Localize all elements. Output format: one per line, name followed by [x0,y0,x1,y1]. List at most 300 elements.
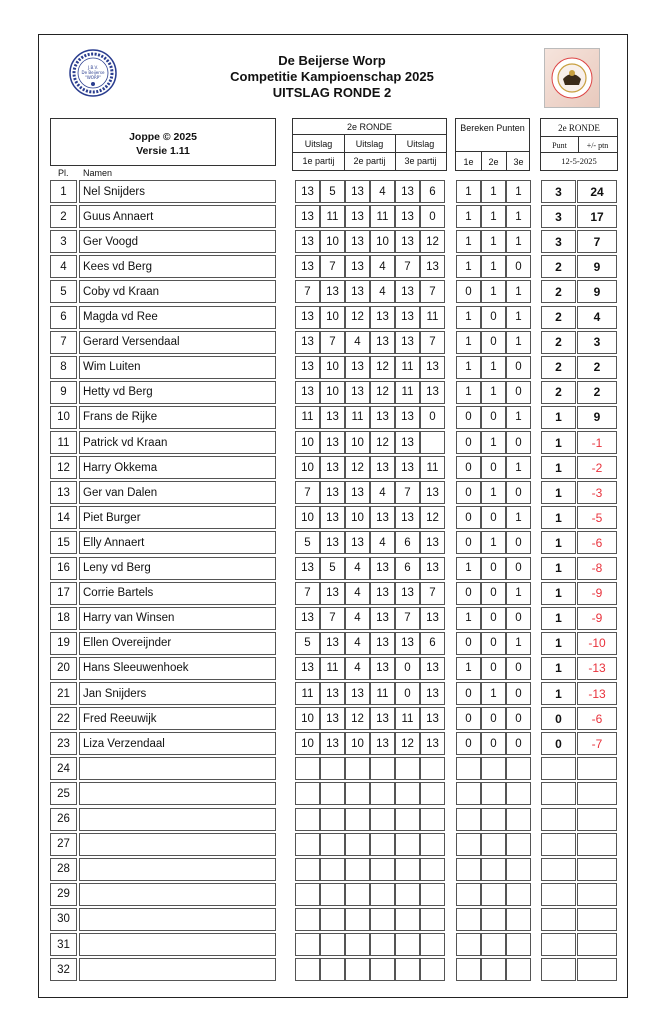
calc-cell [481,858,506,881]
player-name: Kees vd Berg [79,255,276,278]
score-cell: 13 [370,607,395,630]
player-name: Jan Snijders [79,682,276,705]
player-name: Guus Annaert [79,205,276,228]
calc-cell [456,958,481,981]
calc-cell [481,908,506,931]
calc-cell: 1 [506,582,531,605]
score-cell [420,431,445,454]
calc-cell: 0 [506,481,531,504]
ptn-cell: -8 [577,557,617,580]
calc-cell [481,833,506,856]
score-cell [370,808,395,831]
row-number: 13 [50,481,77,504]
punt-cell [541,833,576,856]
score-cell: 13 [320,531,345,554]
player-name: Hetty vd Berg [79,381,276,404]
svg-text:De Beijerse: De Beijerse [81,70,105,75]
row-number: 12 [50,456,77,479]
score-cell [420,782,445,805]
score-cell [370,782,395,805]
punt-label: Punt [552,141,567,150]
calc-cell: 1 [481,280,506,303]
row-number: 1 [50,180,77,203]
row-number: 10 [50,406,77,429]
punt-cell [541,883,576,906]
row-number: 26 [50,808,77,831]
score-cell [370,858,395,881]
score-cell: 13 [370,732,395,755]
score-cell [320,933,345,956]
player-name: Patrick vd Kraan [79,431,276,454]
calc-cell [506,808,531,831]
player-name: Leny vd Berg [79,557,276,580]
score-cell: 4 [345,632,370,655]
score-cell: 5 [295,632,320,655]
score-cell: 11 [420,456,445,479]
row-number: 8 [50,356,77,379]
row-number: 32 [50,958,77,981]
score-cell: 10 [295,506,320,529]
score-cell: 5 [295,531,320,554]
row-number: 31 [50,933,77,956]
score-cell: 7 [320,331,345,354]
calc-cell: 1 [506,205,531,228]
score-cell [295,808,320,831]
player-name [79,808,276,831]
player-name: Harry van Winsen [79,607,276,630]
score-cell: 13 [395,180,420,203]
score-cell [395,782,420,805]
club-title: De Beijerse Worp [278,53,386,68]
score-cell [420,757,445,780]
punt-cell [541,933,576,956]
namen-header: Namen [83,168,113,178]
ptn-cell: -6 [577,531,617,554]
result-header-box [540,118,618,171]
calc-cell [456,833,481,856]
score-cell [370,958,395,981]
row-number: 29 [50,883,77,906]
partij-label-1: 1e partij [302,156,335,166]
calc-cell: 0 [506,431,531,454]
ptn-cell: 4 [577,306,617,329]
score-cell: 0 [420,406,445,429]
score-cell: 10 [295,456,320,479]
score-cell: 11 [395,356,420,379]
calc-cell: 0 [456,582,481,605]
score-cell [345,757,370,780]
row-number: 16 [50,557,77,580]
punt-cell: 1 [541,406,576,429]
player-name: Nel Snijders [79,180,276,203]
row-number: 20 [50,657,77,680]
row-number: 28 [50,858,77,881]
score-cell [420,833,445,856]
score-cell: 13 [320,506,345,529]
score-cell: 13 [370,306,395,329]
score-cell: 4 [370,531,395,554]
player-name [79,833,276,856]
punt-cell: 2 [541,306,576,329]
score-cell: 13 [420,732,445,755]
score-cell [345,782,370,805]
score-cell [295,757,320,780]
score-cell: 13 [320,707,345,730]
score-cell: 13 [295,255,320,278]
score-cell: 13 [420,381,445,404]
score-cell: 13 [295,331,320,354]
score-cell: 6 [395,531,420,554]
score-cell: 12 [345,306,370,329]
partij-label-2: 2e partij [353,156,386,166]
score-cell: 11 [370,205,395,228]
score-cell: 4 [345,607,370,630]
score-cell [420,933,445,956]
score-cell: 10 [320,230,345,253]
score-cell: 13 [370,557,395,580]
competition-title: Competitie Kampioenschap 2025 [230,69,434,84]
calc-cell: 0 [481,506,506,529]
calc-cell [481,883,506,906]
punt-cell: 3 [541,205,576,228]
score-cell: 13 [395,331,420,354]
ptn-cell: -10 [577,632,617,655]
player-name: Magda vd Ree [79,306,276,329]
player-name: Harry Okkema [79,456,276,479]
score-cell: 10 [320,306,345,329]
punt-cell [541,908,576,931]
punt-cell: 1 [541,682,576,705]
score-cell: 13 [295,306,320,329]
score-cell: 13 [345,230,370,253]
score-cell: 13 [320,406,345,429]
ptn-cell: -13 [577,657,617,680]
score-cell: 13 [320,732,345,755]
score-cell: 7 [420,582,445,605]
calc-cell: 1 [506,180,531,203]
score-cell [345,858,370,881]
score-cell: 13 [370,406,395,429]
score-cell: 7 [420,331,445,354]
calc-cell: 1 [456,607,481,630]
score-cell: 13 [345,255,370,278]
calc-cell [481,933,506,956]
score-cell: 13 [345,280,370,303]
score-cell [320,833,345,856]
calc-cell: 0 [506,607,531,630]
calc-cell: 0 [481,557,506,580]
ptn-cell: 9 [577,255,617,278]
score-cell: 10 [320,356,345,379]
calc-cell: 0 [456,481,481,504]
score-cell: 10 [295,707,320,730]
score-cell: 13 [295,356,320,379]
score-cell: 6 [420,632,445,655]
ptn-cell: -3 [577,481,617,504]
score-cell: 4 [345,657,370,680]
score-cell: 13 [320,582,345,605]
score-cell: 13 [420,607,445,630]
calc-cell: 0 [506,557,531,580]
score-cell: 13 [320,481,345,504]
score-cell [295,858,320,881]
score-cell: 7 [295,280,320,303]
player-name [79,858,276,881]
calc-cell: 0 [481,331,506,354]
score-cell: 7 [395,255,420,278]
score-cell: 13 [370,331,395,354]
score-cell [345,808,370,831]
score-cell: 13 [395,431,420,454]
calc-cell: 1 [506,456,531,479]
calc-cell: 0 [456,707,481,730]
calc-cell: 1 [481,180,506,203]
calc-cell [506,933,531,956]
score-cell [320,958,345,981]
uitslag-label-1: Uitslag [304,139,333,149]
score-cell: 11 [370,682,395,705]
calc-cell: 0 [506,381,531,404]
score-cell [295,908,320,931]
player-name: Frans de Rijke [79,406,276,429]
score-cell [395,933,420,956]
score-cell: 5 [320,557,345,580]
punt-cell: 1 [541,481,576,504]
score-cell: 7 [395,481,420,504]
score-cell [370,883,395,906]
ptn-cell: -1 [577,431,617,454]
calc-cell: 0 [506,255,531,278]
calc-cell: 1 [481,682,506,705]
calc-cell: 0 [506,682,531,705]
score-cell: 13 [370,456,395,479]
punt-cell: 2 [541,381,576,404]
ptn-cell [577,782,617,805]
calc-cell [506,908,531,931]
score-cell: 13 [395,632,420,655]
score-cell: 11 [395,707,420,730]
score-cell [420,808,445,831]
version-line-2: Versie 1.11 [136,145,190,157]
score-cell: 13 [420,481,445,504]
score-cell: 6 [395,557,420,580]
ptn-cell: -2 [577,456,617,479]
calc-cell: 1 [456,557,481,580]
score-cell: 4 [370,180,395,203]
score-cell: 11 [395,381,420,404]
score-cell: 13 [320,431,345,454]
punt-cell: 3 [541,180,576,203]
bereken-title: Bereken Punten [460,123,525,133]
punt-cell: 1 [541,582,576,605]
row-number: 18 [50,607,77,630]
calc-cell: 1 [481,205,506,228]
score-cell: 13 [370,657,395,680]
player-name: Ger Voogd [79,230,276,253]
score-cell [295,883,320,906]
score-cell [370,933,395,956]
calc-cell [506,782,531,805]
row-number: 22 [50,707,77,730]
row-number: 9 [50,381,77,404]
punt-cell: 1 [541,607,576,630]
score-cell: 13 [420,356,445,379]
calc-cell: 0 [481,456,506,479]
calc-cell: 0 [481,406,506,429]
score-cell: 13 [295,607,320,630]
row-number: 15 [50,531,77,554]
calc-cell: 0 [456,406,481,429]
score-cell: 4 [370,255,395,278]
ronde-title: 2e RONDE [346,122,392,132]
punt-cell: 3 [541,230,576,253]
score-cell: 0 [395,657,420,680]
player-name [79,757,276,780]
score-cell: 7 [420,280,445,303]
calc-cell: 1 [456,381,481,404]
score-cell [320,908,345,931]
score-cell: 4 [345,557,370,580]
row-number: 2 [50,205,77,228]
player-name: Wim Luiten [79,356,276,379]
player-name: Coby vd Kraan [79,280,276,303]
calc-cell: 1 [506,632,531,655]
punt-cell: 2 [541,356,576,379]
calc-cell: 0 [481,607,506,630]
score-cell: 11 [295,406,320,429]
ptn-cell: -5 [577,506,617,529]
game-label-3: 3e [513,157,524,167]
punt-cell: 1 [541,632,576,655]
score-cell: 13 [295,557,320,580]
player-name [79,958,276,981]
calc-cell [456,908,481,931]
calc-cell: 0 [481,707,506,730]
player-name: Ger van Dalen [79,481,276,504]
score-cell: 10 [370,230,395,253]
player-name [79,883,276,906]
ptn-cell: -6 [577,707,617,730]
score-cell: 13 [395,506,420,529]
score-cell [370,833,395,856]
calc-cell: 0 [456,732,481,755]
calc-cell [456,933,481,956]
calc-cell: 1 [481,356,506,379]
score-cell: 12 [370,381,395,404]
score-cell: 13 [370,707,395,730]
score-cell: 13 [345,481,370,504]
ptn-cell: 9 [577,406,617,429]
score-cell: 10 [320,381,345,404]
row-number: 17 [50,582,77,605]
ptn-cell [577,933,617,956]
ptn-cell: -7 [577,732,617,755]
row-number: 7 [50,331,77,354]
punt-cell [541,757,576,780]
row-number: 4 [50,255,77,278]
ptn-cell: 17 [577,205,617,228]
score-cell: 13 [395,205,420,228]
score-cell: 11 [320,657,345,680]
player-name [79,782,276,805]
score-cell: 13 [370,506,395,529]
ptn-cell: 2 [577,381,617,404]
score-cell: 13 [395,230,420,253]
player-name: Ellen Overeijnder [79,632,276,655]
score-cell: 7 [320,607,345,630]
punt-cell: 1 [541,456,576,479]
score-cell [320,757,345,780]
score-cell: 11 [320,205,345,228]
score-cell: 13 [420,255,445,278]
score-cell: 13 [345,180,370,203]
calc-cell [456,782,481,805]
calc-cell: 1 [481,431,506,454]
punt-cell [541,858,576,881]
row-number: 25 [50,782,77,805]
score-cell [320,858,345,881]
score-cell [345,833,370,856]
score-cell: 10 [295,431,320,454]
uitslag-label-2: Uitslag [355,139,384,149]
score-cell [420,908,445,931]
calc-cell [506,883,531,906]
score-cell: 13 [345,531,370,554]
score-cell [395,808,420,831]
calc-cell: 0 [456,431,481,454]
calc-cell: 0 [456,682,481,705]
svg-text:J.B.V.: J.B.V. [88,65,98,70]
row-number: 23 [50,732,77,755]
score-cell [395,833,420,856]
score-cell: 13 [395,306,420,329]
calc-cell: 0 [481,632,506,655]
calc-cell: 1 [456,356,481,379]
player-name: Elly Annaert [79,531,276,554]
punt-cell: 1 [541,657,576,680]
player-name: Piet Burger [79,506,276,529]
calc-cell: 0 [506,657,531,680]
bereken-header-box [455,118,530,171]
score-cell: 13 [320,456,345,479]
score-cell: 13 [295,230,320,253]
score-cell: 13 [420,707,445,730]
partij-label-3: 3e partij [404,156,437,166]
player-name: Hans Sleeuwenhoek [79,657,276,680]
game-label-1: 1e [463,157,474,167]
calc-cell: 0 [481,306,506,329]
score-cell: 7 [295,481,320,504]
score-cell [395,883,420,906]
punt-cell: 1 [541,557,576,580]
row-number: 11 [50,431,77,454]
ptn-cell [577,858,617,881]
ptn-cell: 9 [577,280,617,303]
ptn-cell [577,833,617,856]
score-cell [345,883,370,906]
score-cell: 0 [420,205,445,228]
player-name: Liza Verzendaal [79,732,276,755]
row-number: 30 [50,908,77,931]
ptn-cell: -13 [577,682,617,705]
calc-cell [506,833,531,856]
score-cell [320,808,345,831]
score-cell: 4 [370,481,395,504]
calc-cell [456,757,481,780]
calc-cell [481,757,506,780]
version-line-1: Joppe © 2025 [129,131,197,143]
version-box [50,118,276,166]
